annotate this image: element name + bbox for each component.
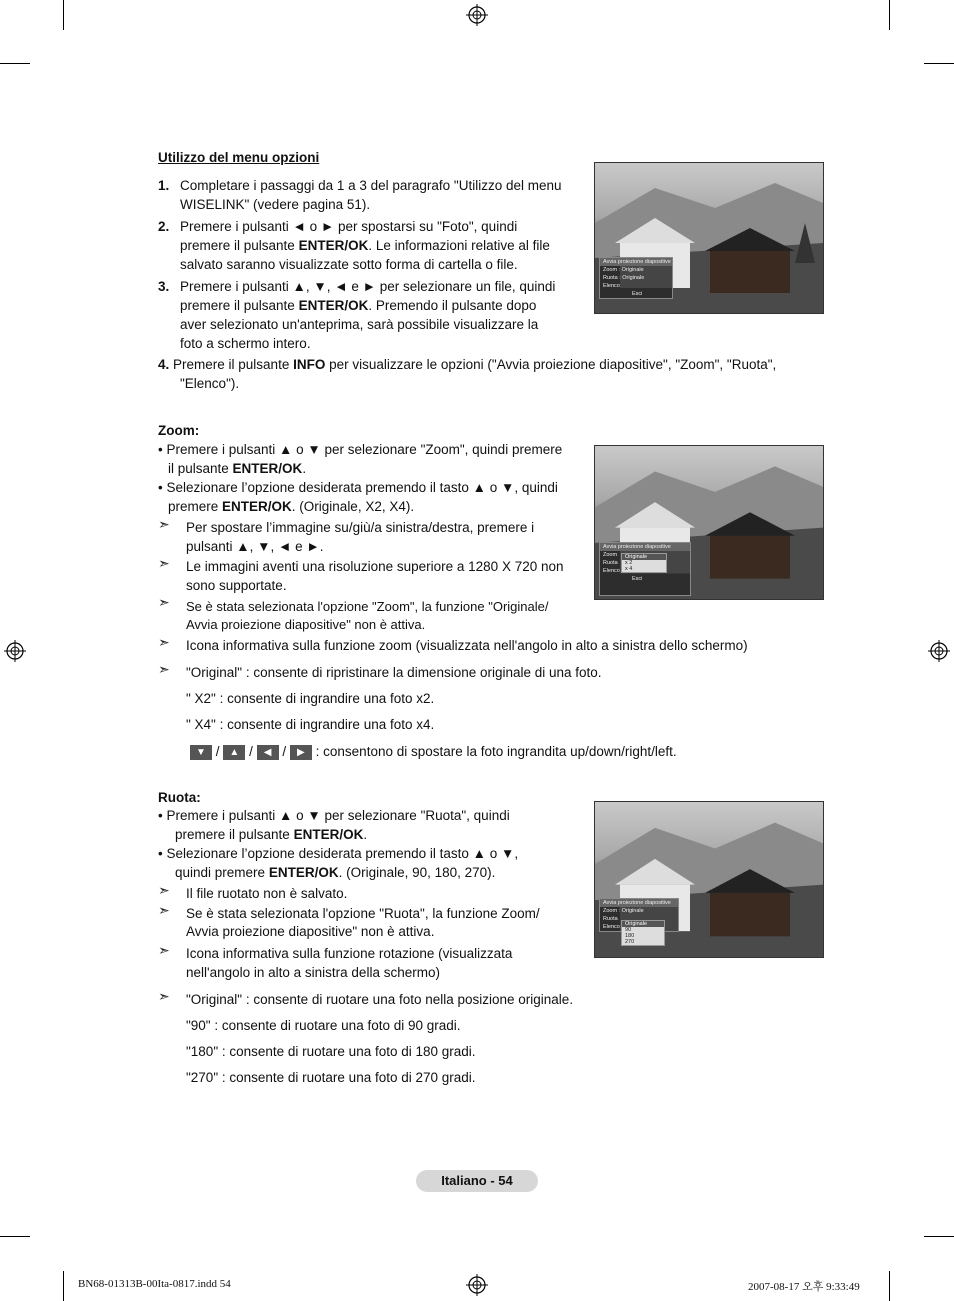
note-text: Per spostare l’immagine su/giù/a sinistra/destra, premere i [186, 520, 535, 535]
tv-screenshot-photo [594, 801, 824, 958]
note-arrow-icon: ➣ [158, 942, 170, 958]
bullet-text: il pulsante ENTER/OK. [168, 461, 307, 476]
zoom-option-original[interactable]: Originale [622, 554, 666, 560]
registration-mark-icon [4, 640, 26, 662]
down-arrow-icon: ▼ [190, 745, 212, 760]
tv-screenshot-photo [594, 162, 824, 314]
bullet-text: premere ENTER/OK. (Originale, X2, X4). [168, 499, 415, 514]
bullet-text: • Selezionare l’opzione desiderata premendo il tasto ▲ o ▼, quindi [158, 480, 558, 495]
registration-mark-icon [466, 1274, 488, 1296]
bullet-text: quindi premere ENTER/OK. (Originale, 90, 180, 270). [175, 865, 496, 880]
zoom-submenu [621, 553, 667, 573]
note-text: Icona informativa sulla funzione rotazione (visualizzata [186, 946, 513, 961]
menu-item-slideshow[interactable]: Avvia proiezione diapositive [600, 899, 678, 907]
note-text: "Original" : consente di ruotare una foto nella posizione originale. [186, 992, 574, 1007]
note-arrow-icon: ➣ [158, 902, 170, 918]
menu-exit[interactable]: Esci [632, 291, 643, 297]
menu-item-rotate[interactable]: Ruota : Originale [603, 275, 645, 281]
note-text: Le immagini aventi una risoluzione superiore a 1280 X 720 non [186, 559, 564, 574]
note-arrow-icon: ➣ [158, 516, 170, 532]
left-arrow-icon: ◀ [257, 745, 279, 760]
crop-mark [63, 0, 64, 30]
menu-exit[interactable]: Esci [632, 576, 643, 582]
menu-item-list[interactable]: Elenco [603, 568, 620, 574]
ruota-heading: Ruota: [158, 790, 201, 805]
crop-mark [889, 1271, 890, 1301]
note-arrow-icon: ➣ [158, 555, 170, 571]
note-arrow-icon: ➣ [158, 661, 170, 677]
bullet-text: • Selezionare l’opzione desiderata premendo il tasto ▲ o ▼, [158, 846, 519, 861]
zoom-option-x4[interactable]: x 4 [625, 566, 633, 572]
tv-screenshot-photo [594, 445, 824, 600]
crop-mark [0, 63, 30, 64]
menu-item-slideshow[interactable]: Avvia proiezione diapositive [600, 543, 690, 551]
rotate-option-90[interactable]: 90 [625, 927, 632, 933]
note-text: Avvia proiezione diapositive" non è attiva. [186, 617, 426, 632]
menu-item-rotate[interactable]: Ruota [603, 916, 618, 922]
note-text: nell'angolo in alto a sinistra della schermo) [186, 965, 440, 980]
step-number: 1. [158, 178, 170, 193]
step-text: 4. Premere il pulsante INFO per visualizzare le opzioni ("Avvia proiezione diapositive", "Zoom", "Ruota", [158, 357, 777, 372]
note-text: "90" : consente di ruotare una foto di 90 gradi. [186, 1018, 461, 1033]
note-text: Icona informativa sulla funzione zoom (visualizzata nell'angolo in alto a sinistra dello schermo) [186, 638, 748, 653]
note-text: "270" : consente di ruotare una foto di 270 gradi. [186, 1070, 476, 1085]
registration-mark-icon [928, 640, 950, 662]
bullet-text: • Premere i pulsanti ▲ o ▼ per selezionare "Zoom", quindi premere [158, 442, 563, 457]
step-number: 2. [158, 219, 170, 234]
note-text: sono supportate. [186, 578, 287, 593]
menu-item-zoom[interactable]: Zoom : Originale [603, 908, 644, 914]
note-text: "Original" : consente di ripristinare la dimensione originale di una foto. [186, 665, 602, 680]
note-text: Se è stata selezionata l'opzione "Ruota", la funzione Zoom/ [186, 906, 540, 921]
step-number: 3. [158, 279, 170, 294]
crop-mark [889, 0, 890, 30]
up-arrow-icon: ▲ [223, 745, 245, 760]
step-text: foto a schermo intero. [180, 336, 311, 351]
note-text: Il file ruotato non è salvato. [186, 886, 348, 901]
menu-item-zoom[interactable]: Zoom [603, 552, 618, 558]
menu-item-list[interactable]: Elenco [603, 283, 620, 289]
step-text: WISELINK" (vedere pagina 51). [180, 197, 371, 212]
registration-mark-icon [466, 4, 488, 26]
rotate-option-270[interactable]: 270 [625, 939, 635, 945]
step-text: premere il pulsante ENTER/OK. Premendo il pulsante dopo [180, 298, 537, 313]
crop-mark [924, 63, 954, 64]
note-text: pulsanti ▲, ▼, ◄ e ►. [186, 539, 324, 554]
step-text: salvato saranno visualizzate sotto forma di cartella o file. [180, 257, 518, 272]
note-arrow-icon: ➣ [158, 634, 170, 650]
note-text: "180" : consente di ruotare una foto di 180 gradi. [186, 1044, 476, 1059]
note-text: Avvia proiezione diapositive" non è attiva. [186, 924, 435, 939]
page-number-badge: Italiano - 54 [416, 1170, 538, 1192]
bullet-text: • Premere i pulsanti ▲ o ▼ per selezionare "Ruota", quindi [158, 808, 510, 823]
step-text: premere il pulsante ENTER/OK. Le informazioni relative al file [180, 238, 550, 253]
note-arrow-icon: ➣ [158, 594, 170, 610]
crop-mark [924, 1236, 954, 1237]
step-text: "Elenco"). [180, 376, 240, 391]
step-text: Premere i pulsanti ▲, ▼, ◄ e ► per selezionare un file, quindi [180, 279, 556, 294]
section-title: Utilizzo del menu opzioni [158, 150, 320, 165]
rotate-submenu [621, 920, 665, 946]
step-text: Completare i passaggi da 1 a 3 del paragrafo "Utilizzo del menu [180, 178, 562, 193]
options-menu [599, 257, 673, 299]
note-text: " X4" : consente di ingrandire una foto x4. [186, 717, 435, 732]
menu-item-slideshow[interactable]: Avvia proiezione diapositive [600, 258, 672, 266]
menu-item-zoom[interactable]: Zoom : Originale [603, 267, 644, 273]
nav-buttons-row: ▼ / ▲ / ◀ / ▶ : consentono di spostare la foto ingrandita up/down/right/left. [190, 742, 677, 761]
note-text: Se è stata selezionata l'opzione "Zoom", la funzione "Originale/ [186, 599, 549, 614]
step-text: aver selezionato un'anteprima, sarà possibile visualizzare la [180, 317, 539, 332]
step-text: Premere i pulsanti ◄ o ► per spostarsi su "Foto", quindi [180, 219, 518, 234]
bullet-text: premere il pulsante ENTER/OK. [175, 827, 368, 842]
zoom-heading: Zoom: [158, 423, 200, 438]
menu-item-list[interactable]: Elenco [603, 924, 620, 930]
rotate-option-180[interactable]: 180 [625, 933, 635, 939]
print-slug-left: BN68-01313B-00Ita-0817.indd 54 [78, 1278, 231, 1290]
note-text: " X2" : consente di ingrandire una foto x2. [186, 691, 435, 706]
rotate-option-original[interactable]: Originale [622, 921, 664, 927]
note-arrow-icon: ➣ [158, 988, 170, 1004]
crop-mark [0, 1236, 30, 1237]
menu-item-rotate[interactable]: Ruota [603, 560, 618, 566]
print-slug-right: 2007-08-17 오후 9:33:49 [748, 1281, 860, 1293]
right-arrow-icon: ▶ [290, 745, 312, 760]
zoom-option-x2[interactable]: x 2 [625, 560, 633, 566]
note-arrow-icon: ➣ [158, 882, 170, 898]
crop-mark [63, 1271, 64, 1301]
